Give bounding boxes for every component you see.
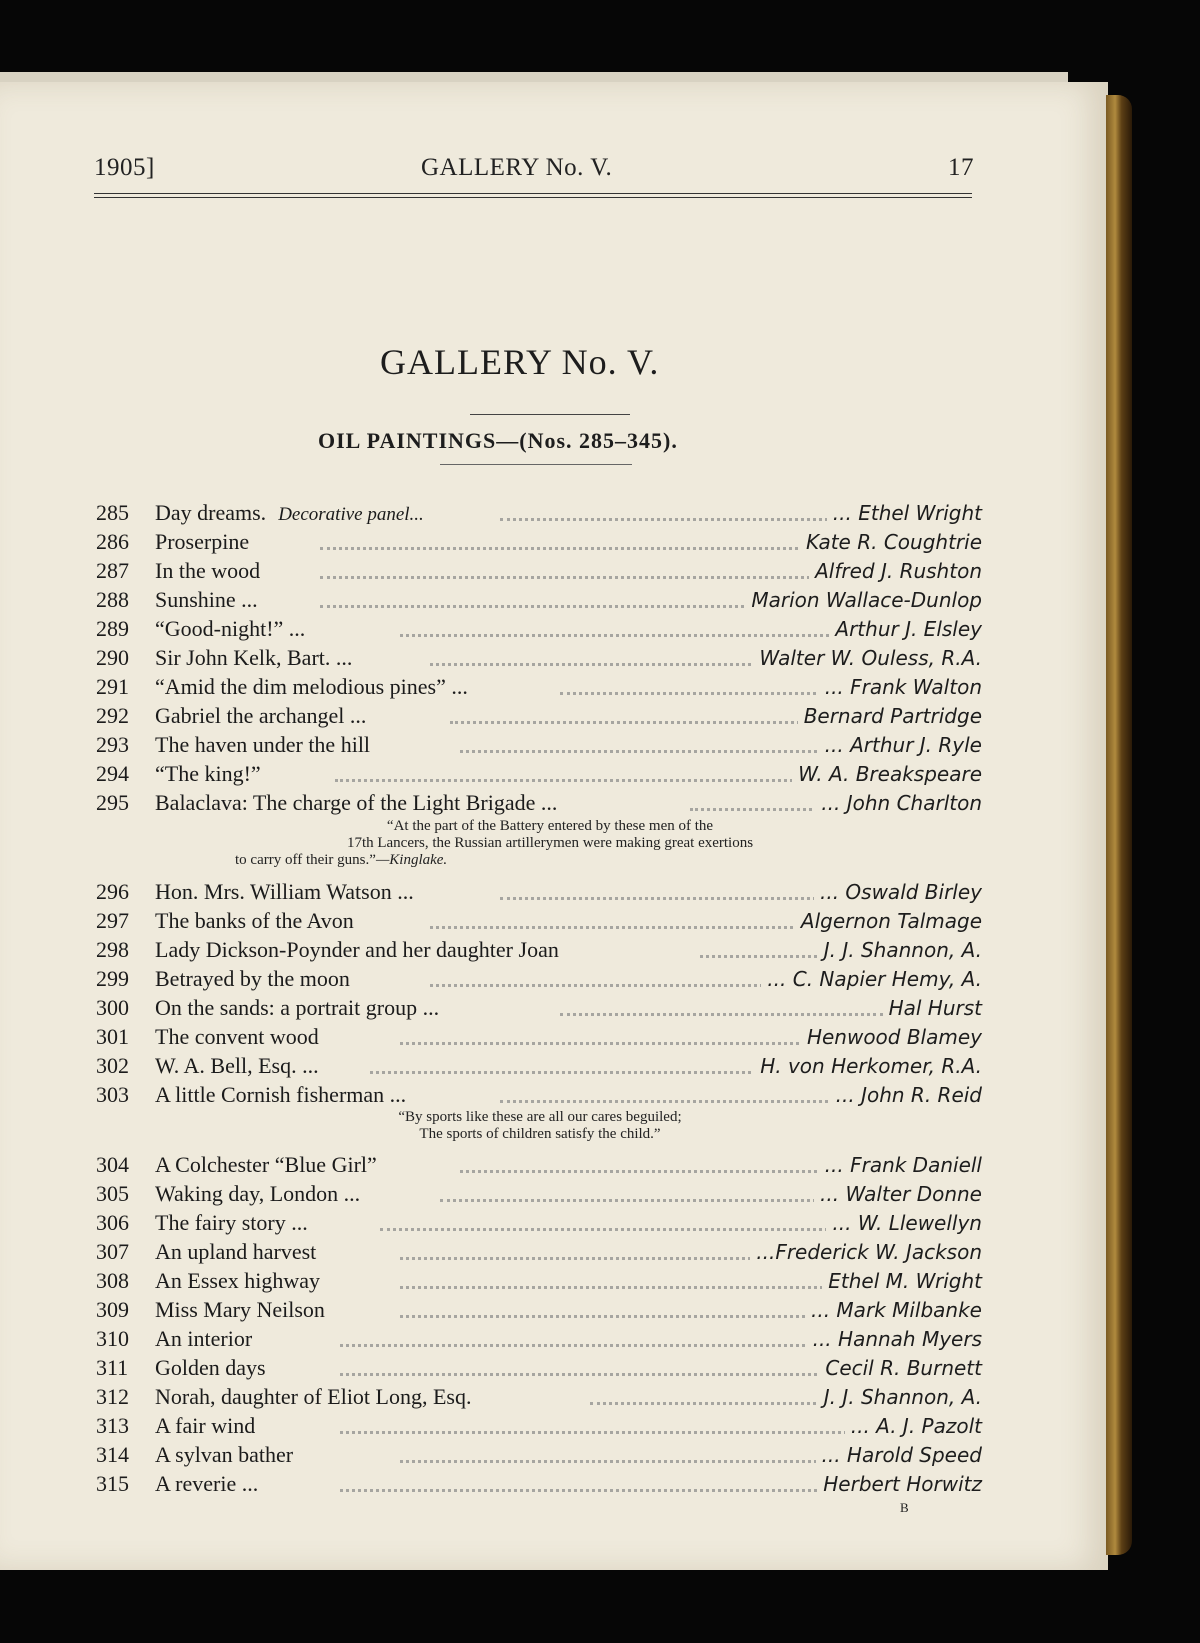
list-item xyxy=(0,1208,1108,1236)
dot-leader xyxy=(340,1421,883,1434)
entry-artist: ... Ethel Wright xyxy=(827,501,982,525)
list-item xyxy=(0,906,1108,934)
quote-303 xyxy=(300,1109,780,1143)
entry-number: 306 xyxy=(96,1210,129,1235)
list-item xyxy=(0,788,1108,816)
entry-title: Sunshine ... xyxy=(155,587,258,612)
entry-number: 309 xyxy=(96,1297,129,1322)
list-item xyxy=(0,585,1108,613)
entry-number: 297 xyxy=(96,908,129,933)
entry-title: An Essex highway xyxy=(155,1268,320,1293)
list-item xyxy=(0,730,1108,758)
list-item xyxy=(0,1382,1108,1410)
list-item xyxy=(0,1324,1108,1352)
quote-line: to carry off their guns.”—Kinglake. xyxy=(235,852,448,868)
list-item xyxy=(0,1266,1108,1294)
list-item xyxy=(0,498,1108,526)
entry-number: 304 xyxy=(96,1152,129,1177)
entry-artist: J. J. Shannon, A. xyxy=(818,1385,982,1409)
entry-title: “Good-night!” ... xyxy=(155,616,306,641)
dot-leader xyxy=(560,1003,883,1016)
running-head-year: 1905] xyxy=(94,154,155,181)
quote-attribution: —Kinglake. xyxy=(375,852,448,868)
list-item xyxy=(0,1080,1108,1108)
entry-title: Sir John Kelk, Bart. ... xyxy=(155,645,353,670)
entry-number: 288 xyxy=(96,587,129,612)
entry-artist: Kate R. Coughtrie xyxy=(800,530,982,554)
entry-title: An interior xyxy=(155,1326,253,1351)
entry-title: “Amid the dim melodious pines” ... xyxy=(155,674,468,699)
list-item xyxy=(0,1179,1108,1207)
list-item xyxy=(0,614,1108,642)
entry-number: 314 xyxy=(96,1442,129,1467)
entry-number: 312 xyxy=(96,1384,129,1409)
entry-number: 293 xyxy=(96,732,129,757)
entry-artist: Alfred J. Rushton xyxy=(809,559,982,583)
entry-number: 307 xyxy=(96,1239,129,1264)
list-item xyxy=(0,1411,1108,1439)
dot-leader xyxy=(500,1090,883,1103)
dot-leader xyxy=(400,1450,883,1463)
entry-number: 294 xyxy=(96,761,129,786)
quote-line: “By sports like these are all our cares beguiled; xyxy=(398,1109,682,1125)
entry-number: 300 xyxy=(96,995,129,1020)
entry-number: 303 xyxy=(96,1082,129,1107)
quote-line: 17th Lancers, the Russian artillerymen were making great exertions xyxy=(346,835,754,851)
list-item xyxy=(0,527,1108,555)
entry-artist: ... John Charlton xyxy=(815,791,982,815)
entry-title: In the wood xyxy=(155,558,261,583)
entry-title: Lady Dickson-Poynder and her daughter Joan xyxy=(155,937,559,962)
entry-number: 313 xyxy=(96,1413,129,1438)
list-item xyxy=(0,556,1108,584)
entry-artist: ... A. J. Pazolt xyxy=(845,1414,982,1438)
entry-number: 315 xyxy=(96,1471,129,1496)
entry-title: A reverie ... xyxy=(155,1471,259,1496)
running-head-title: GALLERY No. V. xyxy=(421,154,613,181)
entry-artist: ... C. Napier Hemy, A. xyxy=(761,967,982,991)
list-item xyxy=(0,935,1108,963)
list-item xyxy=(0,877,1108,905)
list-item xyxy=(0,1150,1108,1178)
book-binding xyxy=(1106,95,1132,1555)
entry-artist: Bernard Partridge xyxy=(798,704,982,728)
list-item xyxy=(0,1469,1108,1497)
entry-title: The convent wood xyxy=(155,1024,319,1049)
entry-artist: W. A. Breakspeare xyxy=(792,762,982,786)
entry-artist: H. von Herkomer, R.A. xyxy=(754,1054,982,1078)
entry-title: On the sands: a portrait group ... xyxy=(155,995,440,1020)
entry-number: 298 xyxy=(96,937,129,962)
entry-number: 295 xyxy=(96,790,129,815)
list-item xyxy=(0,643,1108,671)
entry-artist: ... Arthur J. Ryle xyxy=(819,733,982,757)
list-item xyxy=(0,1440,1108,1468)
entry-title: Balaclava: The charge of the Light Brigade ... xyxy=(155,790,558,815)
entry-artist: Henwood Blamey xyxy=(801,1025,982,1049)
entry-title: The banks of the Avon xyxy=(155,908,354,933)
entry-artist: Marion Wallace-Dunlop xyxy=(745,588,982,612)
entry-title: A sylvan bather xyxy=(155,1442,294,1467)
list-item xyxy=(0,1237,1108,1265)
entry-artist: Cecil R. Burnett xyxy=(819,1356,982,1380)
entry-number: 289 xyxy=(96,616,129,641)
entry-title: “The king!” xyxy=(155,761,261,786)
entry-artist: ... Walter Donne xyxy=(814,1182,982,1206)
entry-number: 292 xyxy=(96,703,129,728)
entry-title: Betrayed by the moon xyxy=(155,966,350,991)
list-item xyxy=(0,672,1108,700)
title-rule xyxy=(470,414,630,415)
dot-leader xyxy=(400,624,883,637)
entry-number: 296 xyxy=(96,879,129,904)
dot-leader xyxy=(380,1218,883,1231)
entry-number: 299 xyxy=(96,966,129,991)
entry-title: Hon. Mrs. William Watson ... xyxy=(155,879,414,904)
list-item xyxy=(0,759,1108,787)
entry-number: 302 xyxy=(96,1053,129,1078)
entry-artist: Arthur J. Elsley xyxy=(829,617,982,641)
entry-artist: ... Harold Speed xyxy=(816,1443,983,1467)
entry-title: An upland harvest xyxy=(155,1239,317,1264)
entry-subtitle: Decorative panel... xyxy=(278,504,424,525)
entry-title: A little Cornish fisherman ... xyxy=(155,1082,407,1107)
entry-number: 310 xyxy=(96,1326,129,1351)
list-item xyxy=(0,1051,1108,1079)
dot-leader xyxy=(320,566,883,579)
entry-artist: ... Frank Daniell xyxy=(819,1153,982,1177)
entry-number: 290 xyxy=(96,645,129,670)
quote-line: “At the part of the Battery entered by these men of the xyxy=(386,818,714,834)
list-item xyxy=(0,993,1108,1021)
list-item xyxy=(0,1353,1108,1381)
entry-title: The haven under the hill xyxy=(155,732,371,757)
entry-artist: ... W. Llewellyn xyxy=(826,1211,982,1235)
entry-title: Waking day, London ... xyxy=(155,1181,361,1206)
list-item xyxy=(0,1295,1108,1323)
dot-leader xyxy=(340,1334,883,1347)
signature-mark: B xyxy=(900,1500,909,1515)
entry-number: 286 xyxy=(96,529,129,554)
entry-title: Miss Mary Neilson xyxy=(155,1297,325,1322)
entry-number: 305 xyxy=(96,1181,129,1206)
entry-artist: ... Hannah Myers xyxy=(807,1327,982,1351)
entry-artist: ... Mark Milbanke xyxy=(805,1298,982,1322)
entry-title: A Colchester “Blue Girl” xyxy=(155,1152,377,1177)
entry-number: 301 xyxy=(96,1024,129,1049)
dot-leader xyxy=(500,508,883,521)
entry-title: The fairy story ... xyxy=(155,1210,308,1235)
entry-title: Golden days xyxy=(155,1355,266,1380)
dot-leader xyxy=(340,1363,883,1376)
entry-title: Proserpine xyxy=(155,529,250,554)
entry-artist: ... John R. Reid xyxy=(830,1083,982,1107)
entry-artist: Algernon Talmage xyxy=(795,909,982,933)
entry-artist: ... Frank Walton xyxy=(819,675,982,699)
entry-artist: Herbert Horwitz xyxy=(817,1472,982,1496)
entry-number: 287 xyxy=(96,558,129,583)
entry-title: W. A. Bell, Esq. ... xyxy=(155,1053,319,1078)
dot-leader xyxy=(320,537,883,550)
entry-number: 308 xyxy=(96,1268,129,1293)
section-heading: OIL PAINTINGS—(Nos. 285–345). xyxy=(318,428,678,453)
entry-artist: ...Frederick W. Jackson xyxy=(750,1240,982,1264)
gallery-title: GALLERY No. V. xyxy=(380,342,660,382)
entry-title: A fair wind xyxy=(155,1413,256,1438)
entry-number: 291 xyxy=(96,674,129,699)
entry-number: 311 xyxy=(96,1355,129,1380)
entry-artist: Walter W. Ouless, R.A. xyxy=(753,646,982,670)
entry-artist: ... Oswald Birley xyxy=(814,880,982,904)
page-number: 17 xyxy=(948,154,974,181)
entry-number: 285 xyxy=(96,500,129,525)
entry-artist: J. J. Shannon, A. xyxy=(818,938,982,962)
quote-295 xyxy=(225,818,875,869)
dot-leader xyxy=(340,1479,883,1492)
list-item xyxy=(0,1022,1108,1050)
entry-title: Norah, daughter of Eliot Long, Esq. xyxy=(155,1384,472,1409)
section-rule xyxy=(440,464,632,465)
header-rule xyxy=(94,193,972,198)
entry-title: Gabriel the archangel ... xyxy=(155,703,367,728)
entry-artist: Hal Hurst xyxy=(883,996,982,1020)
dot-leader xyxy=(400,1276,883,1289)
entry-artist: Ethel M. Wright xyxy=(822,1269,982,1293)
quote-line: The sports of children satisfy the child.” xyxy=(419,1126,661,1142)
list-item xyxy=(0,701,1108,729)
entry-title: Day dreams. Decorative panel... xyxy=(155,500,424,525)
list-item xyxy=(0,964,1108,992)
